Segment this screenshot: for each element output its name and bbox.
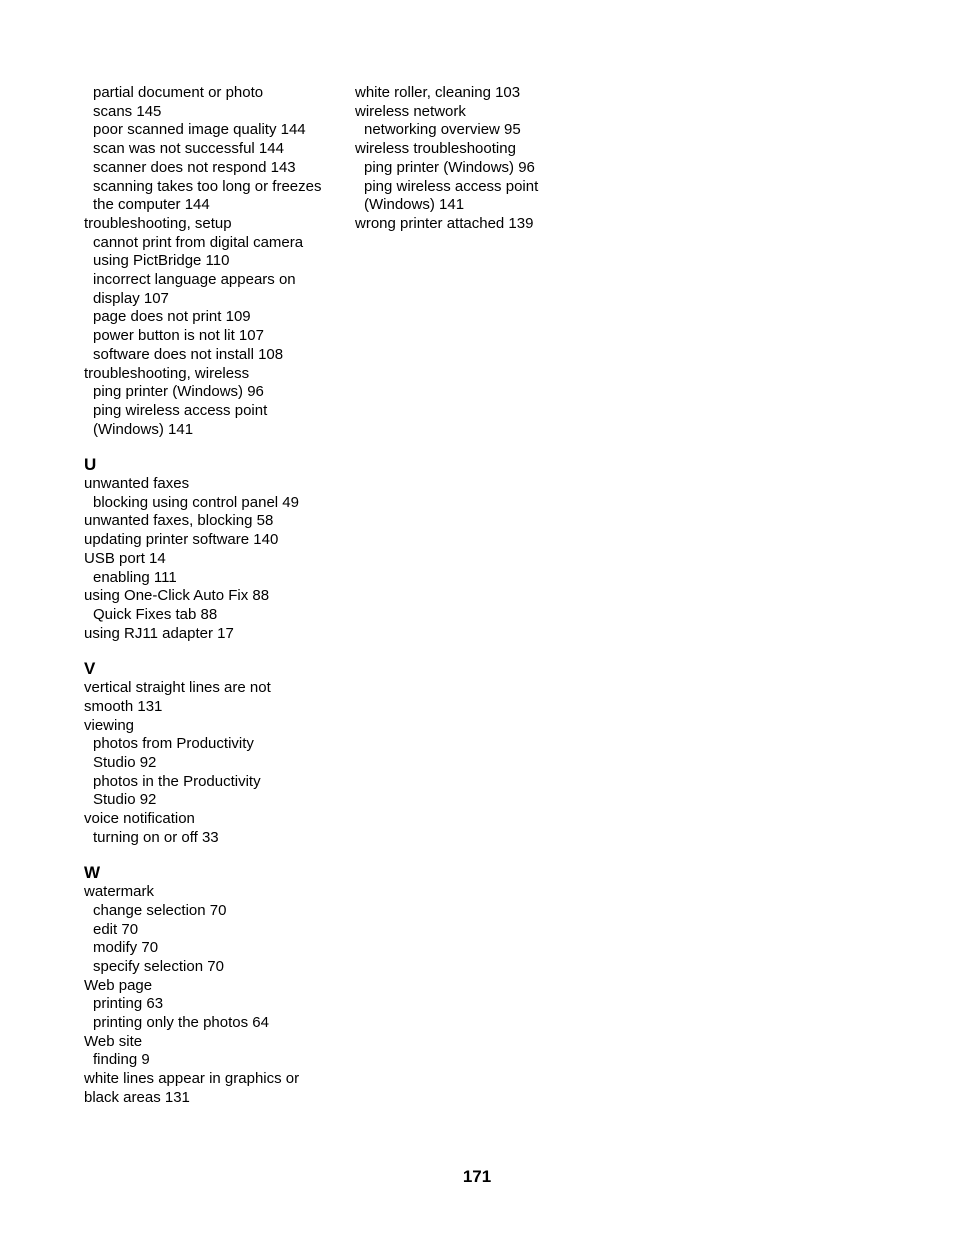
index-subentry: edit 70: [93, 920, 139, 938]
index-subentry: power button is not lit 107: [93, 327, 264, 345]
index-entry: using RJ11 adapter 17: [84, 624, 234, 642]
index-subentry: printing only the photos 64: [93, 1014, 269, 1032]
index-entry: wrong printer attached 139: [355, 214, 534, 232]
index-letter-heading: V: [84, 659, 96, 679]
index-subentry: specify selection 70: [93, 957, 224, 975]
index-entry: Web site: [84, 1032, 143, 1050]
index-subentry: ping wireless access point: [93, 401, 268, 419]
index-entry: troubleshooting, setup: [84, 214, 232, 232]
index-subentry: display 107: [93, 289, 169, 307]
index-entry: troubleshooting, wireless: [84, 364, 250, 382]
index-letter-heading: W: [84, 863, 101, 883]
index-entry: wireless network: [355, 102, 466, 120]
index-subentry: Studio 92: [93, 791, 157, 809]
index-subentry: blocking using control panel 49: [93, 493, 299, 511]
index-entry: updating printer software 140: [84, 531, 279, 549]
index-subentry: photos in the Productivity: [93, 772, 261, 790]
index-entry: unwanted faxes, blocking 58: [84, 512, 274, 530]
index-letter-heading: U: [84, 455, 97, 475]
index-entry: USB port 14: [84, 549, 166, 567]
index-subentry: finding 9: [93, 1051, 150, 1069]
index-entry: black areas 131: [84, 1088, 190, 1106]
index-entry: unwanted faxes: [84, 475, 190, 493]
page-number: 171: [462, 1167, 492, 1186]
index-subentry: using PictBridge 110: [93, 252, 230, 270]
index-subentry: photos from Productivity: [93, 735, 254, 753]
index-subentry: printing 63: [93, 995, 164, 1013]
index-subentry: enabling 111: [93, 568, 177, 586]
index-subentry: ping printer (Windows) 96: [364, 158, 535, 176]
index-subentry: ping printer (Windows) 96: [93, 383, 264, 401]
index-subentry: Quick Fixes tab 88: [93, 605, 218, 623]
index-subentry: turning on or off 33: [93, 828, 219, 846]
index-entry: watermark: [84, 883, 155, 901]
index-subentry: networking overview 95: [364, 121, 521, 139]
index-subentry: ping wireless access point: [364, 177, 539, 195]
index-subentry: software does not install 108: [93, 345, 284, 363]
index-subentry: scans 145: [93, 102, 162, 120]
index-entry: smooth 131: [84, 697, 163, 715]
index-subentry: scanning takes too long or freezes: [93, 177, 322, 195]
index-entry: wireless troubleshooting: [355, 140, 516, 158]
index-entry: voice notification: [84, 810, 195, 828]
index-entry: using One-Click Auto Fix 88: [84, 587, 270, 605]
index-entry: white lines appear in graphics or: [84, 1070, 300, 1088]
index-entry: viewing: [84, 716, 135, 734]
index-subentry: (Windows) 141: [364, 196, 465, 214]
index-subentry: scan was not successful 144: [93, 140, 284, 158]
index-entry: vertical straight lines are not: [84, 679, 271, 697]
index-subentry: the computer 144: [93, 196, 210, 214]
index-entry: white roller, cleaning 103: [355, 84, 521, 101]
index-subentry: modify 70: [93, 939, 159, 957]
index-entry: Web page: [84, 976, 153, 994]
index-column-right: [355, 84, 615, 234]
index-subentry: incorrect language appears on: [93, 271, 296, 289]
index-subentry: scanner does not respond 143: [93, 158, 296, 176]
index-subentry: cannot print from digital camera: [93, 233, 304, 251]
index-subentry: poor scanned image quality 144: [93, 121, 306, 139]
index-subentry: Studio 92: [93, 753, 157, 771]
index-subentry: partial document or photo: [93, 84, 264, 101]
index-column-left: [84, 84, 344, 1108]
index-subentry: change selection 70: [93, 901, 227, 919]
index-subentry: (Windows) 141: [93, 420, 194, 438]
index-subentry: page does not print 109: [93, 308, 251, 326]
